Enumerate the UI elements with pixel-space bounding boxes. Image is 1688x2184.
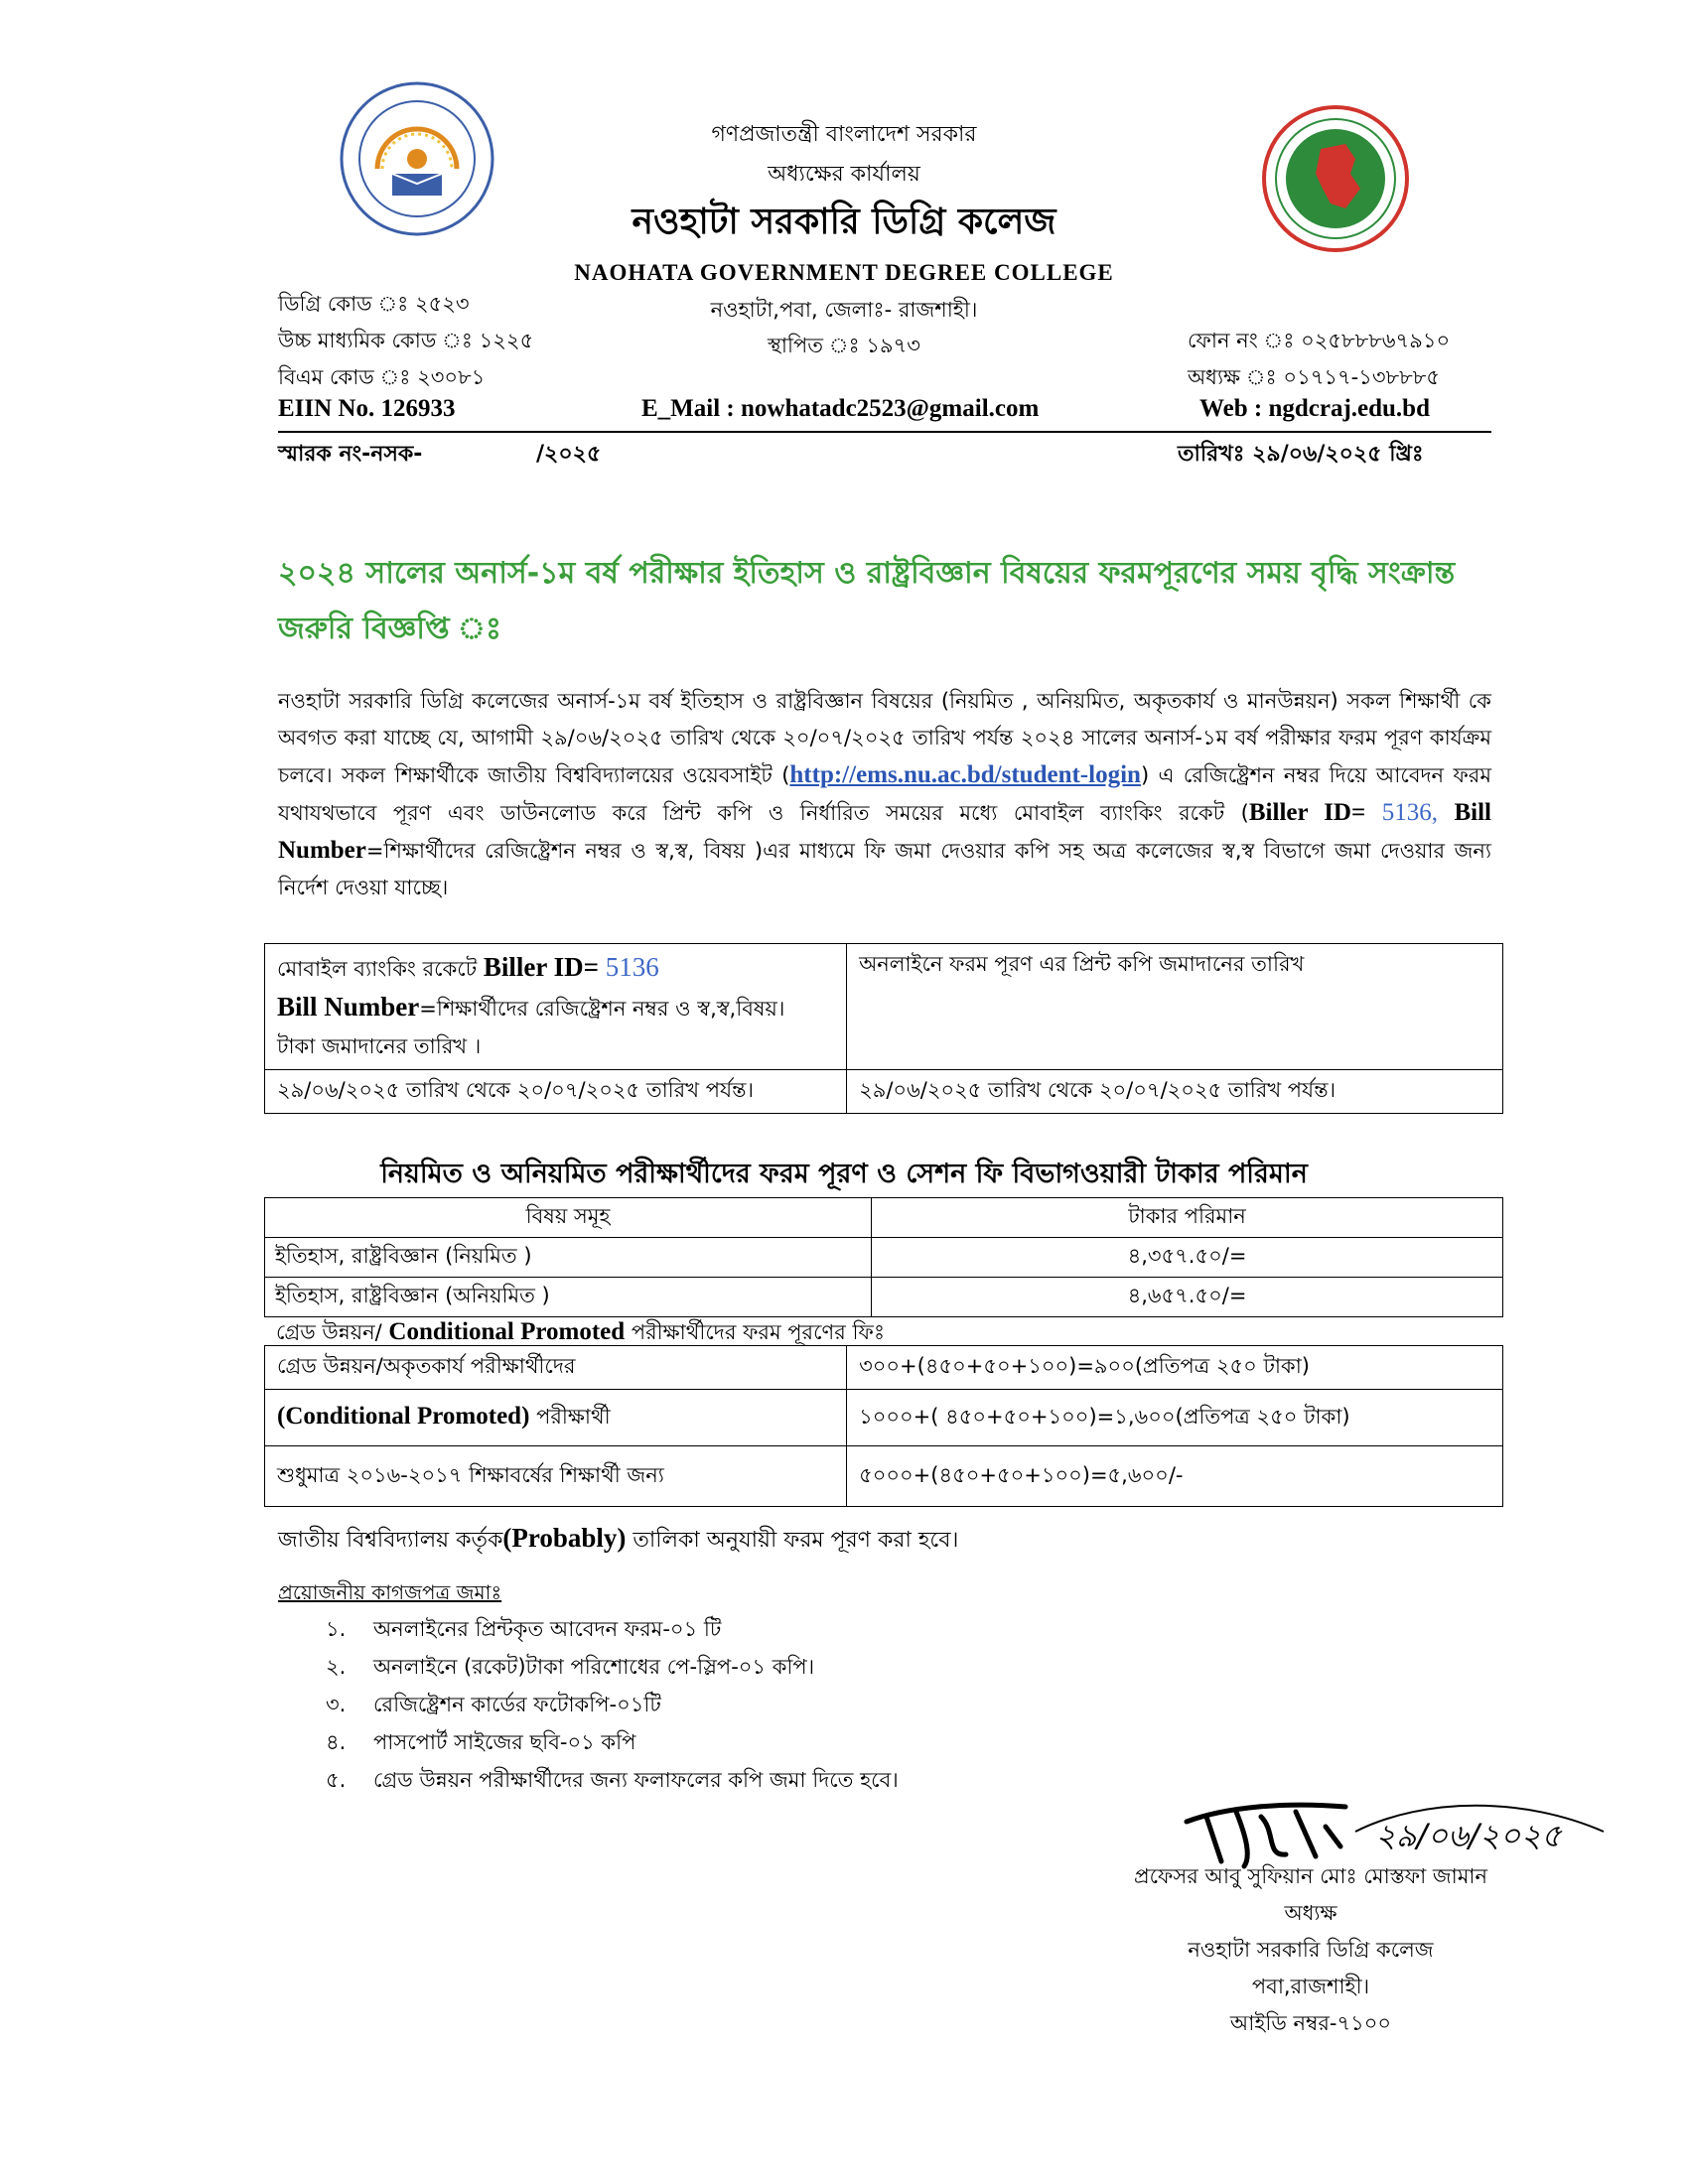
grade-note-en: Conditional Promoted	[388, 1318, 626, 1345]
biller-label: Biller ID=	[483, 952, 600, 982]
website-address[interactable]: Web : ngdcraj.edu.bd	[1199, 395, 1430, 422]
item-text: গ্রেড উন্নয়ন পরীক্ষার্থীদের জন্য ফলাফলের কপি জমা দিতে হবে।	[373, 1768, 899, 1792]
signature-place: পবা,রাজশাহী।	[1251, 1975, 1370, 1998]
list-item	[326, 1610, 899, 1648]
principal-id: আইডি নম্বর-৭১০০	[1229, 2011, 1392, 2035]
grade-amount: ৫০০০+(৪৫০+৫০+১০০)=৫,৬০০/-	[847, 1446, 1503, 1507]
print-copy-head: অনলাইনে ফরম পূরণ এর প্রিন্ট কপি জমাদানের তারিখ	[847, 944, 1503, 1070]
header-divider	[278, 431, 1491, 433]
item-number: ১.	[326, 1617, 347, 1641]
table-row	[265, 1238, 1503, 1278]
documents-heading: প্রয়োজনীয় কাগজপত্র জমাঃ	[278, 1580, 502, 1604]
probably-prefix: জাতীয় বিশ্ববিদ্যালয় কর্তৃক	[278, 1528, 503, 1553]
student-login-link[interactable]: http://ems.nu.ac.bd/student-login	[789, 761, 1141, 788]
item-number: ৪.	[326, 1730, 347, 1754]
established-year: স্থাপিত ঃ ১৯৭৩	[768, 334, 920, 357]
fee-header-subject: বিষয় সমূহ	[265, 1198, 872, 1238]
list-item	[326, 1686, 899, 1723]
grade-fee-table	[264, 1345, 1503, 1507]
principal-phone: অধ্যক্ষ ঃ ০১৭১৭-১৩৮৮৮৫	[1188, 365, 1440, 389]
bm-code: বিএম কোড ঃ ২৩০৮১	[278, 365, 486, 389]
probably-note	[278, 1523, 958, 1560]
fee-header-amount: টাকার পরিমান	[872, 1198, 1503, 1238]
bill-number-label: Bill Number	[278, 799, 1491, 864]
item-number: ৫.	[326, 1768, 347, 1792]
rocket-label: মোবাইল ব্যাংকিং রকেটে	[277, 957, 478, 981]
probably-suffix: তালিকা অনুযায়ী ফরম পূরণ করা হবে।	[633, 1528, 959, 1553]
probably-en: (Probably)	[502, 1523, 627, 1553]
table-row	[265, 1446, 1503, 1507]
list-item	[326, 1761, 899, 1799]
fee-subject: ইতিহাস, রাষ্ট্রবিজ্ঞান (অনিয়মিত )	[265, 1278, 872, 1317]
grade-category: গ্রেড উন্নয়ন/অকৃতকার্য পরীক্ষার্থীদের	[265, 1346, 847, 1390]
memo-label: স্মারক নং-নসক-	[278, 442, 423, 467]
grade-amount: ৩০০+(৪৫০+৫০+১০০)=৯০০(প্রতিপত্র ২৫০ টাকা)	[847, 1346, 1503, 1390]
fee-amount: ৪,৬৫৭.৫০/=	[872, 1278, 1503, 1317]
signature-block	[1092, 1858, 1529, 2042]
documents-list	[326, 1610, 899, 1799]
payment-date-table	[264, 943, 1503, 1114]
list-item	[326, 1723, 899, 1761]
examinee-label: পরীক্ষার্থী	[536, 1404, 611, 1429]
conditional-promoted-label: (Conditional Promoted)	[277, 1402, 530, 1430]
table-row	[265, 1278, 1503, 1317]
item-text: রেজিষ্ট্রেশন কার্ডের ফটোকপি-০১টি	[373, 1693, 661, 1716]
grade-amount: ১০০০+( ৪৫০+৫০+১০০)=১,৬০০(প্রতিপত্র ২৫০ টাকা)	[847, 1390, 1503, 1446]
biller-id: 5136,	[1381, 799, 1438, 826]
payment-head-left	[265, 944, 847, 1070]
list-item	[326, 1648, 899, 1686]
body-text-3: =শিক্ষার্থীদের রেজিষ্ট্রেশন নম্বর ও স্ব,স্ব, বিষয় )এর মাধ্যমে ফি জমা দেওয়ার কপি সহ অত্র কলেজের স্ব,স্ব বিভাগে জমা দেওয়ার জন্য নির্দেশ দেওয়া যাচ্ছে।	[278, 839, 1491, 899]
notice-body	[278, 683, 1491, 906]
office-name: অধ্যক্ষের কার্যালয়	[768, 162, 920, 187]
fee-table	[264, 1197, 1503, 1317]
notice-date: তারিখঃ ২৯/০৬/২০২৫ খ্রিঃ	[1178, 442, 1424, 467]
principal-title: অধ্যক্ষ	[1284, 1901, 1337, 1925]
signature-date: ২৯/০৬/২০২৫	[1375, 1817, 1562, 1854]
payment-date-value: ২৯/০৬/২০২৫ তারিখ থেকে ২০/০৭/২০২৫ তারিখ পর্যন্ত।	[265, 1070, 847, 1114]
table-row	[265, 1390, 1503, 1446]
grade-category: শুধুমাত্র ২০১৬-২০১৭ শিক্ষাবর্ষের শিক্ষার্থী জন্য	[265, 1446, 847, 1507]
item-text: অনলাইনের প্রিন্টকৃত আবেদন ফরম-০১ টি	[373, 1617, 722, 1641]
memo-number: /২০২৫	[536, 442, 602, 467]
item-text: পাসপোর্ট সাইজের ছবি-০১ কপি	[373, 1730, 636, 1754]
college-name-en: NAOHATA GOVERNMENT DEGREE COLLEGE	[574, 260, 1114, 285]
degree-code: ডিগ্রি কোড ঃ ২৫২৩	[278, 292, 470, 316]
body-text-1: নওহাটা সরকারি ডিগ্রি কলেজের অনার্স-১ম বর্ষ ইতিহাস ও রাষ্ট্রবিজ্ঞান বিষয়ের (নিয়মিত , অনিয়মিত, অকৃতকার্য ও মানউন্নয়ন) সকল শিক্ষার্থী কে অবগত করা যাচ্ছে যে, আগামী ২৯/০৬/২০২৫ তারিখ থেকে ২০/০৭/২০২৫ তারিখ পর্যন্ত ২০২৪ সালের অনার্স-১ম বর্ষ পরীক্ষার ফরম পূরণ কার্যক্রম চলবে। সকল শিক্ষার্থীকে জাতীয় বিশ্ববিদ্যালয়ের ওয়েবসাইট (	[278, 689, 1491, 787]
college-address: নওহাটা,পবা, জেলাঃ- রাজশাহী।	[710, 298, 978, 322]
biller-id: 5136	[605, 952, 659, 982]
notice-title: ২০২৪ সালের অনার্স-১ম বর্ষ পরীক্ষার ইতিহাস ও রাষ্ট্রবিজ্ঞান বিষয়ের ফরমপূরণের সময় বৃদ্ধি সংক্রান্ত জরুরি বিজ্ঞপ্তি ঃ	[278, 556, 1456, 646]
email-address[interactable]: E_Mail : nowhatadc2523@gmail.com	[641, 395, 1040, 422]
principal-name: প্রফেসর আবু সুফিয়ান মোঃ মোস্তফা জামান	[1133, 1864, 1488, 1888]
grade-note-prefix: গ্রেড উন্নয়ন/	[276, 1320, 382, 1344]
body-text-2: ) এ রেজিষ্ট্রেশন নম্বর দিয়ে আবেদন ফরম যথাযথভাবে পূরণ এবং ডাউনলোড করে প্রিন্ট কপি ও নির্ধারিত সময়ের মধ্যে মোবাইল ব্যাংকিং রকেট (	[278, 763, 1491, 825]
item-number: ২.	[326, 1655, 347, 1679]
print-copy-date-value: ২৯/০৬/২০২৫ তারিখ থেকে ২০/০৭/২০২৫ তারিখ পর্যন্ত।	[847, 1070, 1503, 1114]
bill-number-label: Bill Number	[277, 992, 420, 1022]
signature-college: নওহাটা সরকারি ডিগ্রি কলেজ	[1188, 1938, 1434, 1962]
hsc-code: উচ্চ মাধ্যমিক কোড ঃ ১২২৫	[278, 329, 534, 352]
bill-number-desc: =শিক্ষার্থীদের রেজিষ্ট্রেশন নম্বর ও স্ব,স্ব,বিষয়।	[419, 997, 785, 1021]
payment-date-label: টাকা জমাদানের তারিখ ।	[277, 1034, 482, 1058]
table-row	[265, 1346, 1503, 1390]
item-number: ৩.	[326, 1693, 347, 1716]
phone-number: ফোন নং ঃ ০২৫৮৮৮৬৭৯১০	[1188, 329, 1451, 352]
fee-heading: নিয়মিত ও অনিয়মিত পরীক্ষার্থীদের ফরম পূরণ ও সেশন ফি বিভাগওয়ারী টাকার পরিমান	[380, 1159, 1308, 1189]
fee-subject: ইতিহাস, রাষ্ট্রবিজ্ঞান (নিয়মিত )	[265, 1238, 872, 1278]
biller-label: Biller ID=	[1248, 799, 1366, 826]
eiin-number: EIIN No. 126933	[278, 395, 456, 422]
grade-note-suffix: পরীক্ষার্থীদের ফরম পূরণের ফিঃ	[631, 1320, 886, 1344]
grade-category	[265, 1390, 847, 1446]
fee-amount: ৪,৩৫৭.৫০/=	[872, 1238, 1503, 1278]
govt-name: গণপ্রজাতন্ত্রী বাংলাদেশ সরকার	[711, 122, 977, 147]
item-text: অনলাইনে (রকেট)টাকা পরিশোধের পে-স্লিপ-০১ কপি।	[373, 1655, 815, 1679]
college-name-bn: নওহাটা সরকারি ডিগ্রি কলেজ	[632, 202, 1056, 242]
